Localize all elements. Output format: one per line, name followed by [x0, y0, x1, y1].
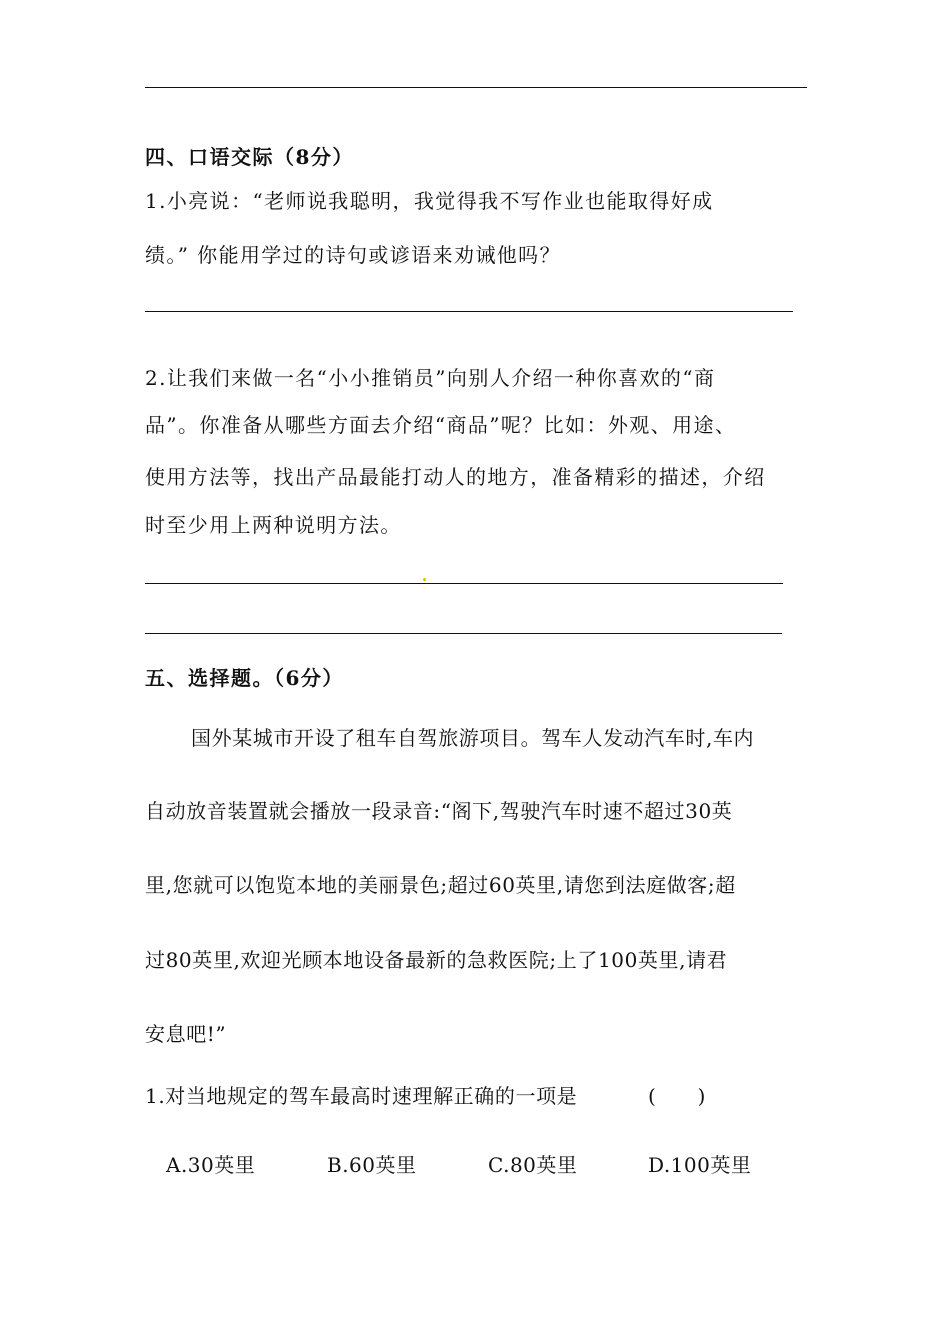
answer-bracket[interactable]: ( ) [648, 1084, 707, 1108]
passage-line: 国外某城市开设了租车自驾旅游项目。驾车人发动汽车时,车内 [191, 726, 755, 750]
section-heading-choice: 五、选择题。（6分） [145, 666, 344, 690]
answer-line [145, 87, 807, 88]
ink-dot [423, 578, 426, 581]
answer-line [145, 311, 793, 312]
question-text: 2.让我们来做一名“小小推销员”向别人介绍一种你喜欢的“商 [145, 366, 716, 390]
question-text: 1.小亮说：“老师说我聪明，我觉得我不写作业也能取得好成 [145, 189, 714, 213]
section-heading-oral: 四、口语交际（8分） [145, 145, 354, 169]
question-text: 绩。” 你能用学过的诗句或谚语来劝诫他吗？ [145, 243, 561, 267]
question-text: 品”。你准备从哪些方面去介绍“商品”呢？比如：外观、用途、 [145, 413, 737, 437]
answer-line [145, 583, 783, 584]
passage-line: 里,您就可以饱览本地的美丽景色;超过60英里,请您到法庭做客;超 [145, 873, 736, 897]
option-d[interactable]: D.100英里 [648, 1153, 752, 1177]
option-b[interactable]: B.60英里 [327, 1153, 417, 1177]
question-text: 使用方法等，找出产品最能打动人的地方，准备精彩的描述，介绍 [145, 465, 766, 489]
question-text: 时至少用上两种说明方法。 [145, 513, 402, 537]
option-c[interactable]: C.80英里 [488, 1153, 578, 1177]
option-a[interactable]: A.30英里 [166, 1153, 256, 1177]
passage-line: 过80英里,欢迎光顾本地设备最新的急救医院;上了100英里,请君 [145, 948, 728, 972]
passage-line: 自动放音装置就会播放一段录音:“阁下,驾驶汽车时速不超过30英 [145, 799, 733, 823]
answer-line [145, 633, 782, 634]
question-text: 1.对当地规定的驾车最高时速理解正确的一项是 [145, 1084, 578, 1108]
passage-line: 安息吧!” [145, 1022, 227, 1046]
